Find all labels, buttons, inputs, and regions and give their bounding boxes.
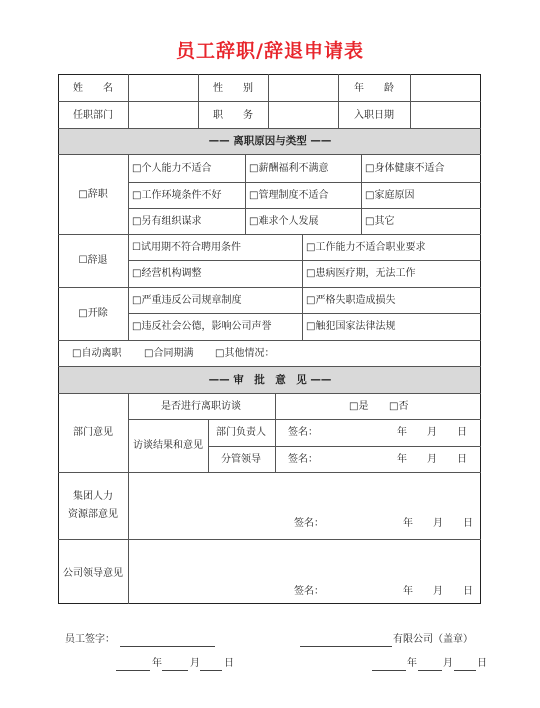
gender-label: 性 别 xyxy=(213,83,253,94)
employee-sign-label: 员工签字： xyxy=(65,634,115,645)
col-divider xyxy=(361,154,362,234)
date-day-line[interactable] xyxy=(200,670,222,671)
dismiss-option[interactable]: ☐试用期不符合聘用条件 xyxy=(132,242,241,253)
row-divider xyxy=(128,208,481,209)
date-year-line[interactable] xyxy=(372,670,406,671)
row-divider xyxy=(58,539,481,540)
col-divider xyxy=(410,74,411,128)
row-divider xyxy=(58,287,481,288)
date-month-line[interactable] xyxy=(418,670,442,671)
fire-option[interactable]: □触犯国家法律法规 xyxy=(306,321,396,332)
resign-option[interactable]: □工作环境条件不好 xyxy=(132,190,222,201)
footer-year-label: 年 xyxy=(407,658,417,669)
col-divider xyxy=(128,393,129,604)
sign-label: 签名： xyxy=(294,518,324,529)
row-divider xyxy=(58,154,481,155)
row-divider xyxy=(58,366,481,367)
day-label: 日 xyxy=(457,427,467,438)
resign-option[interactable]: □家庭原因 xyxy=(365,190,415,201)
col-divider xyxy=(275,419,276,472)
day-label: 日 xyxy=(457,454,467,465)
col-divider xyxy=(128,154,129,340)
resign-option[interactable]: □身体健康不适合 xyxy=(365,163,445,174)
day-label: 日 xyxy=(463,586,473,597)
row-divider xyxy=(58,340,481,341)
row-divider xyxy=(58,472,481,473)
dismiss-option[interactable]: □工作能力不适合职业要求 xyxy=(306,242,426,253)
row-divider xyxy=(128,260,481,261)
dismiss-option[interactable]: □经营机构调整 xyxy=(132,268,202,279)
resign-option[interactable]: □薪酬福利不满意 xyxy=(249,163,329,174)
col-divider xyxy=(245,154,246,234)
month-label: 月 xyxy=(427,454,437,465)
footer-month-label: 月 xyxy=(190,658,200,669)
approval-header: —— 审 批 意 见 —— xyxy=(208,374,332,386)
col-divider xyxy=(128,74,129,128)
resign-option[interactable]: □难求个人发展 xyxy=(249,216,319,227)
month-label: 月 xyxy=(427,427,437,438)
form-title: 员工辞职/辞退申请表 xyxy=(176,40,364,62)
date-month-line[interactable] xyxy=(162,670,188,671)
col-divider xyxy=(338,74,339,128)
fire-option[interactable]: □违反社会公德，影响公司声誉 xyxy=(132,321,272,332)
col-divider xyxy=(198,74,199,128)
row-divider xyxy=(58,234,481,235)
row-divider xyxy=(58,101,481,102)
interview-result-label: 访谈结果和意见 xyxy=(133,440,203,451)
month-label: 月 xyxy=(433,518,443,529)
other-option[interactable]: □合同期满 xyxy=(144,348,194,359)
resign-label[interactable]: □辞职 xyxy=(78,189,108,200)
supervisor-label: 分管领导 xyxy=(221,454,261,465)
fire-option[interactable]: □严重违反公司规章制度 xyxy=(132,295,242,306)
yes-checkbox[interactable]: □是 xyxy=(349,401,369,412)
year-label: 年 xyxy=(403,518,413,529)
resign-option[interactable]: □其它 xyxy=(365,216,395,227)
no-checkbox[interactable]: □否 xyxy=(389,401,409,412)
hr-opinion-label: 资源部意见 xyxy=(68,509,118,520)
resign-option[interactable]: □个人能力不适合 xyxy=(132,163,212,174)
resign-option[interactable]: □管理制度不适合 xyxy=(249,190,329,201)
col-divider xyxy=(275,393,276,419)
row-divider xyxy=(58,393,481,394)
row-divider xyxy=(208,446,481,447)
sign-label: 签名： xyxy=(294,586,324,597)
row-divider xyxy=(128,313,481,314)
footer-day-label: 日 xyxy=(477,658,487,669)
fire-option[interactable]: □严格失职造成损失 xyxy=(306,295,396,306)
interview-question: 是否进行离职访谈 xyxy=(161,401,241,412)
hr-opinion-label: 集团人力 xyxy=(73,491,113,502)
dept-head-label: 部门负责人 xyxy=(216,427,266,438)
company-name-line[interactable] xyxy=(300,646,392,647)
company-seal-label: 有限公司（盖章） xyxy=(393,634,473,645)
dismiss-label[interactable]: ☐辞退 xyxy=(78,255,108,266)
join-date-label: 入职日期 xyxy=(354,110,394,121)
date-year-line[interactable] xyxy=(116,670,150,671)
other-option[interactable]: □自动离职 xyxy=(72,348,122,359)
col-divider xyxy=(302,234,303,340)
reasons-header: —— 离职原因与类型 —— xyxy=(208,135,332,147)
position-label: 职 务 xyxy=(213,110,253,121)
footer-month-label: 月 xyxy=(443,658,453,669)
row-divider xyxy=(128,182,481,183)
fire-label[interactable]: □开除 xyxy=(78,308,108,319)
col-divider xyxy=(208,419,209,472)
dept-opinion-label: 部门意见 xyxy=(73,427,113,438)
sign-label: 签名： xyxy=(288,427,318,438)
month-label: 月 xyxy=(433,586,443,597)
year-label: 年 xyxy=(397,427,407,438)
day-label: 日 xyxy=(463,518,473,529)
other-option[interactable]: □其他情况： xyxy=(215,348,275,359)
date-day-line[interactable] xyxy=(454,670,476,671)
year-label: 年 xyxy=(403,586,413,597)
employee-sign-line[interactable] xyxy=(120,646,215,647)
footer-day-label: 日 xyxy=(224,658,234,669)
footer-year-label: 年 xyxy=(152,658,162,669)
name-label: 姓 名 xyxy=(73,83,113,94)
leader-opinion-label: 公司领导意见 xyxy=(63,568,123,579)
row-divider xyxy=(58,128,481,129)
col-divider xyxy=(268,74,269,128)
dismiss-option[interactable]: □患病医疗期，无法工作 xyxy=(306,268,416,279)
resign-option[interactable]: □另有组织谋求 xyxy=(132,216,202,227)
sign-label: 签名： xyxy=(288,454,318,465)
year-label: 年 xyxy=(397,454,407,465)
row-divider xyxy=(128,419,481,420)
age-label: 年 龄 xyxy=(354,83,394,94)
dept-label: 任职部门 xyxy=(73,110,113,121)
